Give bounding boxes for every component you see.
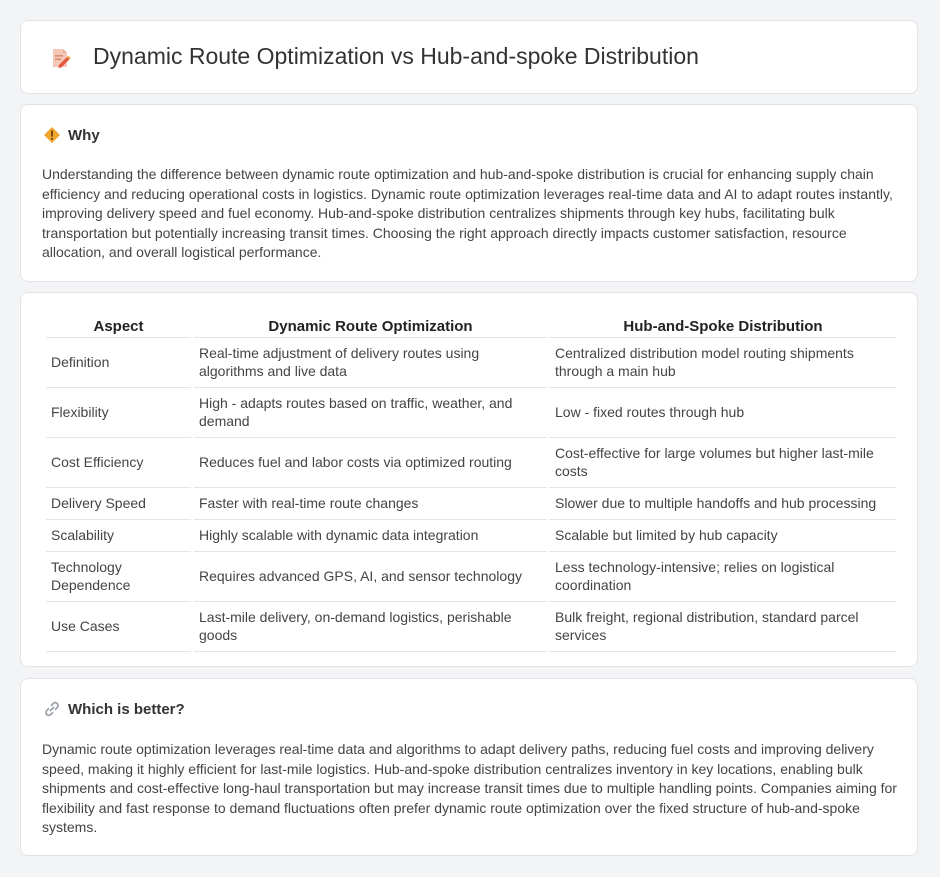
table-cell: Definition xyxy=(46,338,191,388)
table-cell: Less technology-intensive; relies on logistical coordination xyxy=(550,552,896,602)
table-row xyxy=(46,520,896,552)
table-cell: Delivery Speed xyxy=(46,488,191,520)
better-text: Dynamic route optimization leverages real-time data and algorithms to adapt delivery paths, reducing fuel costs and improving delivery speed, making it highly efficient for last-mile logistics. Hub-and-spoke distribution centralizes inventory in key locations, enabling bulk shipments and cost-effective long-haul transportation but may increase transit times due to multiple handling points. Companies aiming for flexibility and fast response to demand fluctuations often prefer dynamic route optimization over the fixed structure of hub-and-spoke systems. xyxy=(42,741,897,836)
table-cell: Cost Efficiency xyxy=(46,438,191,488)
table-row xyxy=(46,388,896,438)
table-cell: Faster with real-time route changes xyxy=(194,488,547,520)
comparison-table xyxy=(43,315,899,652)
table-row xyxy=(46,338,896,388)
better-title: Which is better? xyxy=(68,700,185,718)
table-cell: Real-time adjustment of delivery routes using algorithms and live data xyxy=(194,338,547,388)
better-heading xyxy=(43,700,185,718)
table-cell: High - adapts routes based on traffic, weather, and demand xyxy=(194,388,547,438)
table-cell: Technology Dependence xyxy=(46,552,191,602)
table-row xyxy=(46,488,896,520)
why-section xyxy=(20,104,918,282)
comparison-card xyxy=(20,292,918,667)
link-icon xyxy=(43,700,61,718)
column-header: Hub-and-Spoke Distribution xyxy=(550,315,896,338)
table-row xyxy=(46,438,896,488)
table-cell: Use Cases xyxy=(46,602,191,652)
document-edit-icon xyxy=(48,46,72,70)
table-cell: Scalability xyxy=(46,520,191,552)
diamond-warning-icon xyxy=(43,126,61,144)
column-header: Aspect xyxy=(46,315,191,338)
page-title: Dynamic Route Optimization vs Hub-and-spoke Distribution xyxy=(93,43,699,69)
which-is-better-section xyxy=(20,678,918,856)
table-cell: Scalable but limited by hub capacity xyxy=(550,520,896,552)
table-cell: Centralized distribution model routing shipments through a main hub xyxy=(550,338,896,388)
table-cell: Bulk freight, regional distribution, standard parcel services xyxy=(550,602,896,652)
column-header: Dynamic Route Optimization xyxy=(194,315,547,338)
table-cell: Highly scalable with dynamic data integration xyxy=(194,520,547,552)
table-cell: Reduces fuel and labor costs via optimized routing xyxy=(194,438,547,488)
title-card xyxy=(20,20,918,94)
table-cell: Cost-effective for large volumes but higher last-mile costs xyxy=(550,438,896,488)
why-title: Why xyxy=(68,126,100,144)
table-cell: Slower due to multiple handoffs and hub processing xyxy=(550,488,896,520)
why-heading xyxy=(43,126,100,144)
table-header-row xyxy=(46,315,896,338)
why-text: Understanding the difference between dynamic route optimization and hub-and-spoke distribution is crucial for enhancing supply chain efficiency and reducing operational costs in logistics. Dynamic route optimization leverages real-time data and AI to adapt routes instantly, improving delivery speed and fuel economy. Hub-and-spoke distribution centralizes shipments through key hubs, facilitating bulk transportation but potentially increasing transit times. Choosing the right approach directly impacts customer satisfaction, resource allocation, and overall logistical performance. xyxy=(42,166,893,261)
table-cell: Last-mile delivery, on-demand logistics, perishable goods xyxy=(194,602,547,652)
table-cell: Requires advanced GPS, AI, and sensor technology xyxy=(194,552,547,602)
table-cell: Low - fixed routes through hub xyxy=(550,388,896,438)
table-cell: Flexibility xyxy=(46,388,191,438)
table-row xyxy=(46,602,896,652)
table-row xyxy=(46,552,896,602)
